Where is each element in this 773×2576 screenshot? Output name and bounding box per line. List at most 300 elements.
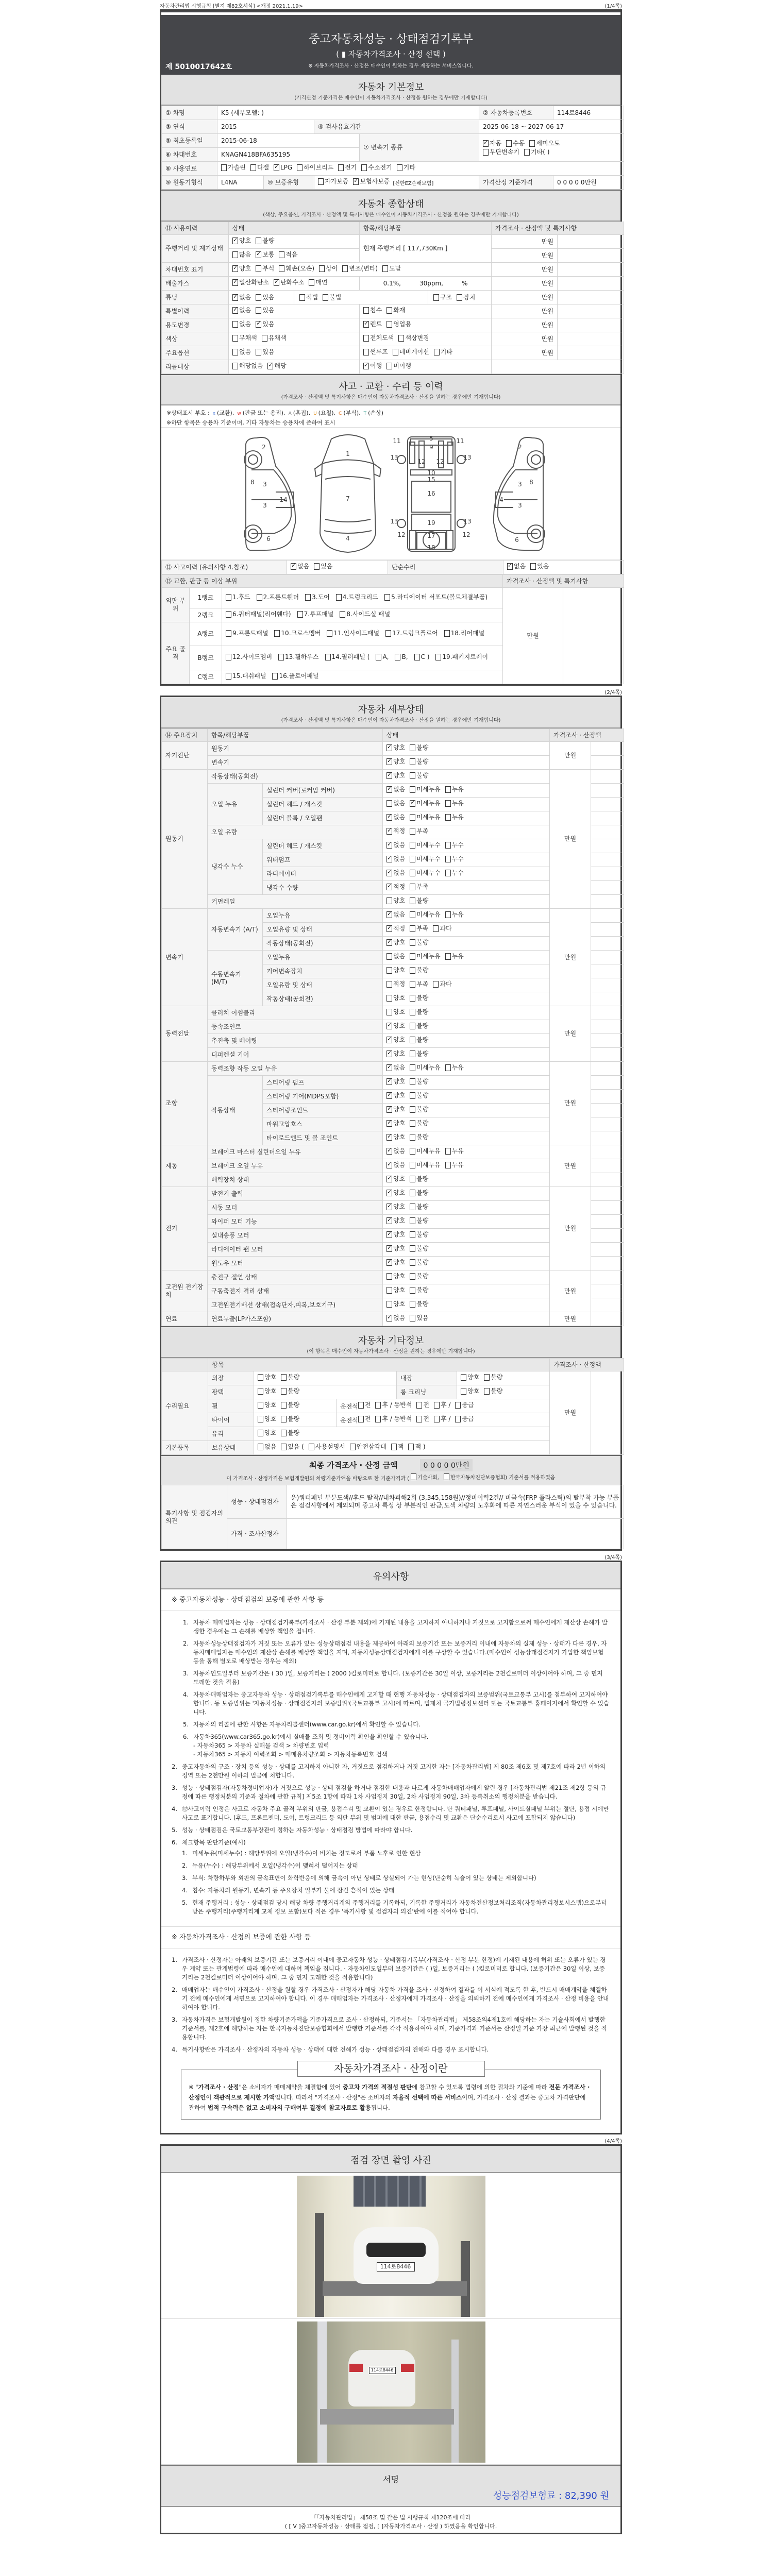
checkbox-option[interactable]: [256, 320, 274, 328]
checked-box-icon[interactable]: [386, 1023, 392, 1029]
checkbox-option[interactable]: [274, 279, 304, 286]
checked-box-icon[interactable]: [386, 1064, 392, 1071]
checkbox-option[interactable]: [411, 1473, 439, 1481]
checkbox-option[interactable]: [445, 911, 464, 919]
checkbox-icon[interactable]: [363, 307, 369, 314]
checkbox-icon[interactable]: [410, 1176, 415, 1182]
checkbox-icon[interactable]: [232, 251, 238, 258]
checkbox-option[interactable]: [281, 1415, 299, 1423]
checkbox-option[interactable]: [363, 307, 382, 314]
checkbox-option[interactable]: [445, 869, 464, 877]
checkbox-icon[interactable]: [434, 349, 440, 355]
checkbox-icon[interactable]: [274, 630, 280, 637]
checkbox-option[interactable]: [410, 827, 428, 835]
checked-box-icon[interactable]: [386, 856, 392, 862]
checkbox-icon[interactable]: [361, 164, 367, 171]
checkbox-option[interactable]: [386, 841, 405, 849]
checkbox-option[interactable]: [386, 911, 405, 919]
checkbox-icon[interactable]: [530, 563, 536, 570]
checked-box-icon[interactable]: [483, 140, 489, 147]
checkbox-option[interactable]: [256, 251, 274, 259]
checkbox-option[interactable]: [323, 294, 341, 301]
checkbox-option[interactable]: [410, 786, 440, 793]
checkbox-icon[interactable]: [410, 1287, 415, 1294]
checkbox-option[interactable]: [226, 672, 266, 680]
checkbox-icon[interactable]: [386, 800, 392, 807]
checkbox-icon[interactable]: [281, 1444, 287, 1450]
checkbox-icon[interactable]: [445, 786, 451, 793]
checkbox-option[interactable]: [410, 883, 428, 891]
checkbox-option[interactable]: [386, 1022, 405, 1030]
checkbox-icon[interactable]: [325, 654, 331, 660]
checkbox-option[interactable]: [386, 925, 405, 933]
checkbox-option[interactable]: [232, 334, 257, 342]
checkbox-option[interactable]: [358, 1401, 371, 1409]
checkbox-option[interactable]: [455, 1415, 474, 1423]
checkbox-icon[interactable]: [323, 294, 328, 301]
checkbox-option[interactable]: [416, 1415, 429, 1423]
checkbox-option[interactable]: [445, 786, 464, 793]
checkbox-icon[interactable]: [410, 884, 415, 890]
checkbox-option[interactable]: [529, 140, 560, 147]
checkbox-option[interactable]: [445, 1064, 464, 1072]
checkbox-option[interactable]: [267, 362, 286, 370]
checkbox-option[interactable]: [257, 594, 299, 601]
checkbox-icon[interactable]: [410, 1231, 415, 1238]
checkbox-icon[interactable]: [506, 140, 512, 147]
checkbox-icon[interactable]: [226, 654, 231, 660]
checkbox-option[interactable]: [410, 1245, 428, 1252]
checkbox-icon[interactable]: [305, 594, 311, 601]
checkbox-icon[interactable]: [318, 178, 324, 185]
checkbox-icon[interactable]: [297, 611, 303, 618]
checked-box-icon[interactable]: [386, 814, 392, 821]
checkbox-icon[interactable]: [434, 1402, 440, 1409]
checkbox-icon[interactable]: [278, 654, 284, 660]
checkbox-icon[interactable]: [410, 772, 415, 779]
checkbox-icon[interactable]: [410, 1217, 415, 1224]
checkbox-icon[interactable]: [434, 1416, 440, 1422]
checkbox-option[interactable]: [256, 265, 274, 273]
checkbox-option[interactable]: [398, 334, 429, 342]
checkbox-option[interactable]: [410, 841, 440, 849]
checkbox-option[interactable]: [410, 744, 428, 752]
checkbox-icon[interactable]: [524, 149, 530, 156]
checkbox-icon[interactable]: [391, 1444, 397, 1450]
checked-box-icon[interactable]: [363, 321, 369, 328]
checkbox-icon[interactable]: [256, 294, 261, 301]
checkbox-option[interactable]: [226, 630, 268, 637]
checkbox-option[interactable]: [524, 148, 549, 156]
checkbox-icon[interactable]: [411, 1473, 416, 1480]
checkbox-option[interactable]: [445, 1147, 464, 1155]
checkbox-icon[interactable]: [258, 1388, 263, 1395]
checkbox-icon[interactable]: [410, 995, 415, 1002]
checkbox-icon[interactable]: [226, 630, 231, 637]
checkbox-option[interactable]: [386, 827, 405, 835]
checkbox-option[interactable]: [410, 1189, 428, 1197]
checkbox-option[interactable]: [363, 334, 394, 342]
checkbox-icon[interactable]: [410, 758, 415, 765]
checkbox-icon[interactable]: [256, 307, 261, 314]
checkbox-icon[interactable]: [221, 164, 227, 171]
checkbox-icon[interactable]: [386, 321, 392, 328]
checkbox-icon[interactable]: [319, 265, 325, 272]
checkbox-option[interactable]: [361, 164, 392, 172]
checkbox-icon[interactable]: [375, 1416, 381, 1422]
checkbox-icon[interactable]: [256, 238, 261, 244]
checkbox-icon[interactable]: [410, 1273, 415, 1280]
checkbox-icon[interactable]: [327, 630, 332, 637]
checkbox-option[interactable]: [433, 925, 451, 933]
checkbox-option[interactable]: [358, 1415, 371, 1423]
checkbox-option[interactable]: [386, 1231, 405, 1239]
checkbox-icon[interactable]: [336, 594, 342, 601]
checked-box-icon[interactable]: [386, 1190, 392, 1196]
checkbox-option[interactable]: [382, 265, 401, 273]
checkbox-icon[interactable]: [250, 164, 256, 171]
checkbox-option[interactable]: [262, 334, 287, 342]
checkbox-option[interactable]: [410, 1259, 428, 1266]
checkbox-option[interactable]: [386, 897, 405, 905]
checkbox-option[interactable]: [305, 594, 330, 601]
checkbox-icon[interactable]: [281, 1402, 287, 1409]
checkbox-icon[interactable]: [410, 981, 415, 988]
checked-box-icon[interactable]: [507, 563, 513, 570]
checkbox-option[interactable]: [363, 348, 388, 356]
checkbox-icon[interactable]: [433, 925, 439, 932]
checked-box-icon[interactable]: [291, 563, 296, 570]
checkbox-icon[interactable]: [410, 1106, 415, 1113]
checkbox-option[interactable]: [386, 744, 405, 752]
checkbox-option[interactable]: [338, 164, 357, 172]
checkbox-icon[interactable]: [363, 349, 369, 355]
checkbox-icon[interactable]: [386, 1301, 392, 1308]
checkbox-option[interactable]: [410, 1133, 428, 1141]
checkbox-option[interactable]: [386, 1203, 405, 1211]
checked-box-icon[interactable]: [386, 1217, 392, 1224]
checked-box-icon[interactable]: [232, 238, 238, 244]
checkbox-option[interactable]: [386, 883, 405, 891]
checkbox-option[interactable]: [410, 967, 428, 974]
checkbox-option[interactable]: [309, 279, 327, 286]
checkbox-icon[interactable]: [410, 786, 415, 793]
checkbox-option[interactable]: [393, 348, 429, 356]
checked-box-icon[interactable]: [386, 828, 392, 835]
checkbox-option[interactable]: [434, 1415, 450, 1423]
checkbox-icon[interactable]: [445, 1148, 451, 1155]
checkbox-option[interactable]: [386, 814, 405, 821]
checkbox-option[interactable]: [445, 953, 464, 960]
checkbox-option[interactable]: [363, 362, 382, 370]
checkbox-icon[interactable]: [445, 1064, 451, 1071]
checkbox-option[interactable]: [410, 1036, 428, 1044]
checkbox-option[interactable]: [410, 925, 428, 933]
checkbox-option[interactable]: [410, 1300, 428, 1308]
checkbox-icon[interactable]: [350, 1444, 356, 1450]
checkbox-option[interactable]: [281, 1374, 299, 1381]
checkbox-option[interactable]: [414, 653, 430, 661]
checkbox-option[interactable]: [410, 1286, 428, 1294]
checkbox-option[interactable]: [232, 320, 251, 328]
checkbox-option[interactable]: [386, 1036, 405, 1044]
checkbox-option[interactable]: [410, 1064, 440, 1072]
checkbox-option[interactable]: [410, 1217, 428, 1225]
checkbox-option[interactable]: [221, 164, 246, 172]
checkbox-option[interactable]: [258, 1443, 276, 1451]
checked-box-icon[interactable]: [386, 1162, 392, 1168]
checkbox-icon[interactable]: [410, 814, 415, 821]
checkbox-icon[interactable]: [386, 995, 392, 1002]
checked-box-icon[interactable]: [386, 1259, 392, 1266]
checkbox-icon[interactable]: [410, 856, 415, 862]
checkbox-option[interactable]: [327, 630, 379, 637]
checkbox-icon[interactable]: [445, 953, 451, 960]
checkbox-option[interactable]: [319, 265, 338, 273]
checkbox-icon[interactable]: [386, 307, 392, 314]
checkbox-icon[interactable]: [410, 1315, 415, 1321]
checked-box-icon[interactable]: [386, 758, 392, 765]
checkbox-icon[interactable]: [232, 349, 238, 355]
checkbox-icon[interactable]: [226, 594, 231, 601]
checkbox-option[interactable]: [410, 1106, 428, 1113]
checkbox-option[interactable]: [386, 758, 405, 766]
checkbox-option[interactable]: [410, 994, 428, 1002]
checkbox-option[interactable]: [386, 800, 405, 807]
checkbox-icon[interactable]: [445, 911, 451, 918]
checkbox-icon[interactable]: [410, 1078, 415, 1085]
checkbox-icon[interactable]: [444, 630, 450, 637]
checkbox-icon[interactable]: [258, 1374, 263, 1381]
checked-box-icon[interactable]: [386, 1176, 392, 1182]
checkbox-icon[interactable]: [410, 1134, 415, 1141]
checkbox-option[interactable]: [386, 1133, 405, 1141]
checked-box-icon[interactable]: [386, 1245, 392, 1252]
checkbox-option[interactable]: [483, 148, 519, 156]
checkbox-option[interactable]: [410, 1050, 428, 1058]
checkbox-option[interactable]: [435, 653, 488, 661]
checkbox-option[interactable]: [410, 1022, 428, 1030]
checkbox-icon[interactable]: [410, 1301, 415, 1308]
checkbox-icon[interactable]: [445, 1162, 451, 1168]
checkbox-option[interactable]: [232, 362, 263, 370]
checkbox-option[interactable]: [410, 1273, 428, 1280]
checked-box-icon[interactable]: [386, 786, 392, 793]
checkbox-icon[interactable]: [410, 1050, 415, 1057]
checkbox-option[interactable]: [410, 953, 440, 960]
checkbox-option[interactable]: [391, 1443, 404, 1451]
checkbox-option[interactable]: [226, 653, 272, 661]
checkbox-icon[interactable]: [445, 870, 451, 876]
checkbox-option[interactable]: [386, 994, 405, 1002]
checkbox-option[interactable]: [232, 279, 269, 286]
checkbox-option[interactable]: [281, 1443, 304, 1451]
checkbox-option[interactable]: [386, 1189, 405, 1197]
checkbox-option[interactable]: [530, 563, 549, 570]
checkbox-option[interactable]: [386, 1120, 405, 1127]
checkbox-icon[interactable]: [410, 1204, 415, 1210]
checkbox-option[interactable]: [258, 1401, 276, 1409]
checkbox-icon[interactable]: [410, 744, 415, 751]
checkbox-option[interactable]: [386, 1064, 405, 1072]
checkbox-icon[interactable]: [363, 335, 369, 342]
checked-box-icon[interactable]: [267, 363, 273, 369]
checkbox-option[interactable]: [386, 967, 405, 974]
checkbox-icon[interactable]: [455, 1416, 461, 1422]
checkbox-option[interactable]: [232, 265, 251, 273]
checkbox-option[interactable]: [232, 237, 251, 245]
checkbox-icon[interactable]: [410, 925, 415, 932]
checkbox-option[interactable]: [444, 630, 484, 637]
checked-box-icon[interactable]: [386, 870, 392, 876]
checkbox-icon[interactable]: [435, 654, 441, 660]
checkbox-icon[interactable]: [410, 1009, 415, 1015]
checkbox-option[interactable]: [410, 1161, 440, 1169]
checkbox-icon[interactable]: [457, 294, 462, 301]
checkbox-option[interactable]: [256, 237, 274, 245]
checkbox-icon[interactable]: [410, 870, 415, 876]
checkbox-option[interactable]: [410, 1147, 440, 1155]
checkbox-icon[interactable]: [232, 335, 238, 342]
checkbox-option[interactable]: [386, 1286, 405, 1294]
checkbox-option[interactable]: [461, 1387, 479, 1395]
checkbox-option[interactable]: [410, 911, 440, 919]
checked-box-icon[interactable]: [386, 1050, 392, 1057]
checkbox-icon[interactable]: [258, 1416, 263, 1422]
checkbox-icon[interactable]: [226, 611, 231, 618]
checkbox-icon[interactable]: [386, 1009, 392, 1015]
checkbox-option[interactable]: [274, 164, 292, 172]
checkbox-option[interactable]: [410, 814, 440, 821]
checkbox-icon[interactable]: [256, 349, 261, 355]
checkbox-icon[interactable]: [309, 1444, 314, 1450]
checkbox-option[interactable]: [397, 164, 415, 172]
checked-box-icon[interactable]: [386, 1092, 392, 1099]
checkbox-option[interactable]: [386, 939, 405, 946]
checkbox-option[interactable]: [363, 320, 382, 328]
checkbox-option[interactable]: [342, 265, 378, 273]
checkbox-option[interactable]: [410, 1008, 428, 1016]
checked-box-icon[interactable]: [274, 279, 279, 286]
checkbox-icon[interactable]: [340, 611, 345, 618]
checkbox-icon[interactable]: [314, 563, 320, 570]
checkbox-option[interactable]: [434, 1401, 450, 1409]
checkbox-option[interactable]: [386, 1273, 405, 1280]
checkbox-option[interactable]: [258, 1387, 276, 1395]
checked-box-icon[interactable]: [386, 939, 392, 946]
checked-box-icon[interactable]: [386, 1315, 392, 1321]
checkbox-option[interactable]: [410, 869, 440, 877]
checkbox-icon[interactable]: [279, 251, 284, 258]
checkbox-option[interactable]: [445, 1161, 464, 1169]
checkbox-option[interactable]: [258, 1374, 276, 1381]
checkbox-option[interactable]: [386, 1147, 405, 1155]
checkbox-option[interactable]: [278, 653, 318, 661]
checkbox-option[interactable]: [386, 1259, 405, 1266]
checkbox-option[interactable]: [410, 1203, 428, 1211]
checkbox-option[interactable]: [353, 178, 390, 185]
checkbox-icon[interactable]: [410, 828, 415, 835]
checkbox-icon[interactable]: [410, 1023, 415, 1029]
checkbox-option[interactable]: [386, 1161, 405, 1169]
checkbox-icon[interactable]: [484, 1374, 490, 1381]
checkbox-option[interactable]: [461, 1374, 479, 1381]
checked-box-icon[interactable]: [386, 1134, 392, 1141]
checkbox-option[interactable]: [226, 611, 291, 618]
checkbox-option[interactable]: [274, 630, 321, 637]
checkbox-icon[interactable]: [385, 630, 391, 637]
checkbox-option[interactable]: [258, 1415, 276, 1423]
checkbox-option[interactable]: [483, 140, 501, 147]
checkbox-option[interactable]: [386, 1078, 405, 1086]
checkbox-option[interactable]: [410, 772, 428, 779]
checkbox-option[interactable]: [386, 1106, 405, 1113]
checkbox-option[interactable]: [291, 563, 309, 570]
checkbox-icon[interactable]: [455, 1402, 461, 1409]
checked-box-icon[interactable]: [386, 1037, 392, 1043]
checkbox-option[interactable]: [506, 140, 525, 147]
checkbox-option[interactable]: [410, 855, 440, 863]
checkbox-option[interactable]: [279, 265, 314, 273]
checkbox-icon[interactable]: [281, 1416, 287, 1422]
checkbox-option[interactable]: [410, 1078, 428, 1086]
checkbox-icon[interactable]: [444, 1473, 449, 1480]
checkbox-option[interactable]: [410, 758, 428, 766]
checkbox-icon[interactable]: [410, 897, 415, 904]
checkbox-icon[interactable]: [484, 1388, 490, 1395]
checkbox-icon[interactable]: [445, 814, 451, 821]
checkbox-option[interactable]: [232, 348, 251, 356]
checked-box-icon[interactable]: [386, 1204, 392, 1210]
checkbox-icon[interactable]: [386, 897, 392, 904]
checkbox-icon[interactable]: [410, 967, 415, 974]
checkbox-icon[interactable]: [445, 856, 451, 862]
checkbox-option[interactable]: [408, 1443, 425, 1451]
checkbox-icon[interactable]: [410, 1259, 415, 1266]
checkbox-icon[interactable]: [445, 842, 451, 849]
checkbox-option[interactable]: [256, 307, 274, 314]
checkbox-icon[interactable]: [262, 335, 267, 342]
checkbox-icon[interactable]: [386, 981, 392, 988]
checkbox-icon[interactable]: [433, 294, 439, 301]
checkbox-option[interactable]: [386, 869, 405, 877]
checkbox-icon[interactable]: [281, 1374, 287, 1381]
checkbox-option[interactable]: [386, 1300, 405, 1308]
checkbox-option[interactable]: [384, 594, 488, 601]
checkbox-icon[interactable]: [386, 1273, 392, 1280]
checked-box-icon[interactable]: [232, 307, 238, 314]
checked-box-icon[interactable]: [386, 772, 392, 779]
checkbox-icon[interactable]: [416, 1402, 422, 1409]
checkbox-option[interactable]: [256, 348, 274, 356]
checkbox-option[interactable]: [386, 320, 411, 328]
checkbox-option[interactable]: [281, 1401, 299, 1409]
checkbox-icon[interactable]: [258, 1444, 263, 1450]
checkbox-option[interactable]: [416, 1401, 429, 1409]
checkbox-option[interactable]: [386, 786, 405, 793]
checkbox-option[interactable]: [484, 1374, 502, 1381]
checked-box-icon[interactable]: [353, 178, 359, 185]
checkbox-icon[interactable]: [382, 265, 388, 272]
checkbox-icon[interactable]: [416, 1416, 422, 1422]
checkbox-option[interactable]: [325, 653, 370, 661]
checkbox-option[interactable]: [445, 855, 464, 863]
checkbox-option[interactable]: [386, 953, 405, 960]
checkbox-icon[interactable]: [272, 673, 278, 680]
checkbox-option[interactable]: [457, 294, 475, 301]
checkbox-option[interactable]: [375, 1401, 412, 1409]
checkbox-icon[interactable]: [338, 164, 344, 171]
